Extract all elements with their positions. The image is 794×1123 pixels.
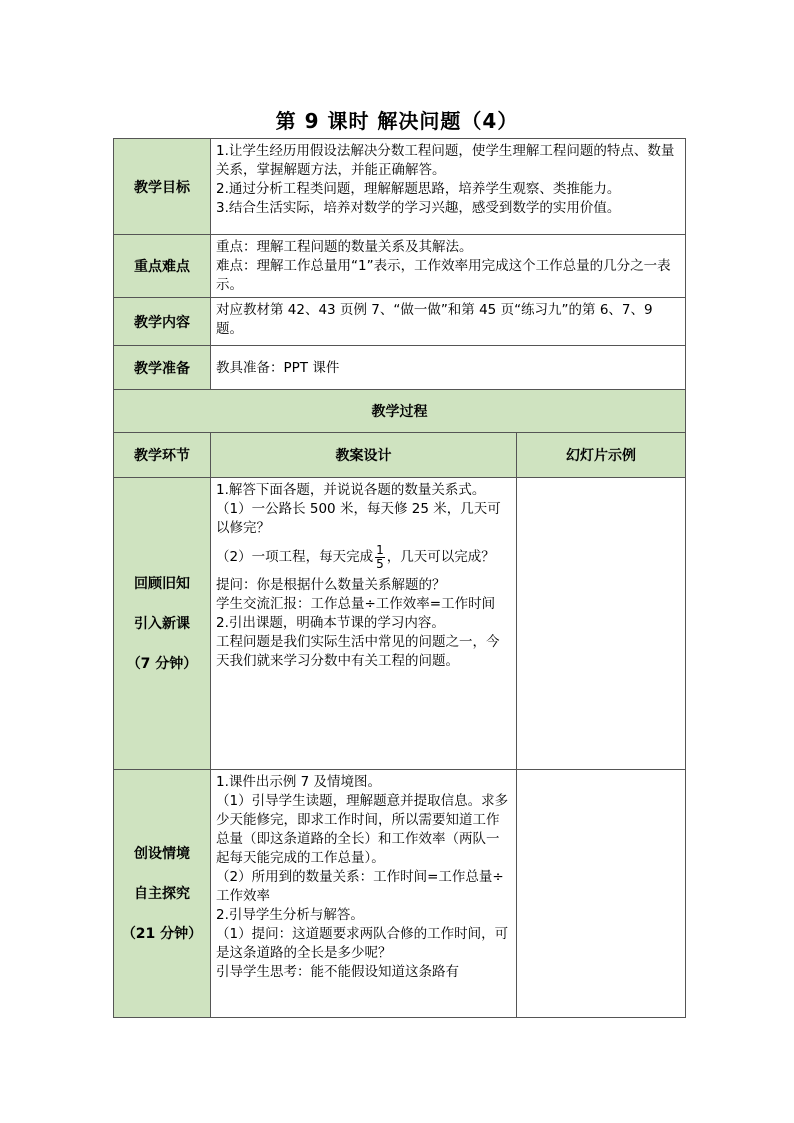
fraction-one-fifth <box>375 544 385 571</box>
stage-1-line-7: 工程问题是我们实际生活中常见的问题之一，今天我们就来学习分数中有关工程的问题。 <box>216 634 500 669</box>
lesson-plan-table <box>113 138 686 1018</box>
content-content <box>211 298 686 346</box>
stage-2-slides <box>517 770 686 1018</box>
stage-2-line-4: 2.引导学生分析与解答。 <box>216 907 364 923</box>
stage-1-line-6: 2.引出课题，明确本节课的学习内容。 <box>216 615 445 631</box>
stage-1-line-2: （1）一公路长 500 米，每天修 25 米，几天可以修完？ <box>216 501 501 536</box>
stage-1-label-line-1: 回顾旧知 <box>134 575 190 592</box>
page-title: 第 9 课时 解决问题（4） <box>275 109 519 133</box>
label-stage-1 <box>114 478 211 770</box>
goal-line-3: 3.结合生活实际，培养对数学的学习兴趣，感受到数学的实用价值。 <box>216 200 621 216</box>
label-content: 教学内容 <box>114 298 211 346</box>
key-line-2: 难点：理解工作总量用“1”表示，工作效率用完成这个工作总量的几分之一表示。 <box>216 258 671 293</box>
col-header-slides: 幻灯片示例 <box>517 433 686 478</box>
stage-1-line-4: 提问：你是根据什么数量关系解题的？ <box>216 577 446 593</box>
stage-1-line-3b: ，几天可以完成？ <box>386 549 495 565</box>
process-header: 教学过程 <box>114 390 686 433</box>
goals-content <box>211 139 686 235</box>
row-column-headers <box>114 433 686 478</box>
stage-1-line-3a: （2）一项工程，每天完成 <box>216 549 374 565</box>
col-header-stage: 教学环节 <box>114 433 211 478</box>
stage-2-line-1: 1.课件出示例 7 及情境图。 <box>216 774 382 790</box>
stage-2-label-line-1: 创设情境 <box>134 845 190 862</box>
stage-2-label-line-3: （21 分钟） <box>121 925 203 942</box>
stage-2-design <box>211 770 517 1018</box>
row-stage-1 <box>114 478 686 770</box>
row-content <box>114 298 686 346</box>
stage-1-line-1: 1.解答下面各题，并说说各题的数量关系式。 <box>216 482 486 498</box>
stage-1-line-3 <box>216 538 512 576</box>
stage-2-line-3: （2）所用到的数量关系：工作时间=工作总量÷工作效率 <box>216 869 504 904</box>
row-goals <box>114 139 686 235</box>
stage-2-label-line-2: 自主探究 <box>134 885 190 902</box>
label-key: 重点难点 <box>114 235 211 298</box>
label-goals: 教学目标 <box>114 139 211 235</box>
fraction-denominator: 5 <box>376 556 384 571</box>
stage-2-line-5: （1）提问：这道题要求两队合修的工作时间，可是这条道路的全长是多少呢？ <box>216 926 509 961</box>
col-header-design: 教案设计 <box>211 433 517 478</box>
stage-2-line-6: 引导学生思考：能不能假设知道这条路有 <box>216 964 459 980</box>
row-process-header <box>114 390 686 433</box>
content-line-1: 对应教材第 42、43 页例 7、“做一做”和第 45 页“练习九”的第 6、7、9 题。 <box>216 302 653 337</box>
row-key <box>114 235 686 298</box>
stage-1-line-5: 学生交流汇报：工作总量÷工作效率=工作时间 <box>216 596 496 612</box>
label-prep: 教学准备 <box>114 346 211 390</box>
row-prep <box>114 346 686 390</box>
fraction-numerator: 1 <box>376 542 384 557</box>
key-content <box>211 235 686 298</box>
stage-1-design <box>211 478 517 770</box>
stage-1-label-line-2: 引入新课 <box>134 615 190 632</box>
stage-2-line-2: （1）引导学生读题，理解题意并提取信息。求多少天能修完，即求工作时间，所以需要知道工作总量（即这条道路的全长）和工作效率（两队一起每天能完成的工作总量）。 <box>216 793 509 866</box>
key-line-1: 重点：理解工程问题的数量关系及其解法。 <box>216 239 473 255</box>
prep-line-1: 教具准备：PPT 课件 <box>216 359 340 376</box>
stage-1-slides <box>517 478 686 770</box>
row-stage-2 <box>114 770 686 1018</box>
prep-content <box>211 346 686 390</box>
goal-line-2: 2.通过分析工程类问题，理解解题思路，培养学生观察、类推能力。 <box>216 181 621 197</box>
label-stage-2 <box>114 770 211 1018</box>
goal-line-1: 1.让学生经历用假设法解决分数工程问题，使学生理解工程问题的特点、数量关系，掌握解题方法，并能正确解答。 <box>216 143 675 178</box>
stage-1-label-line-3: （7 分钟） <box>126 655 198 672</box>
